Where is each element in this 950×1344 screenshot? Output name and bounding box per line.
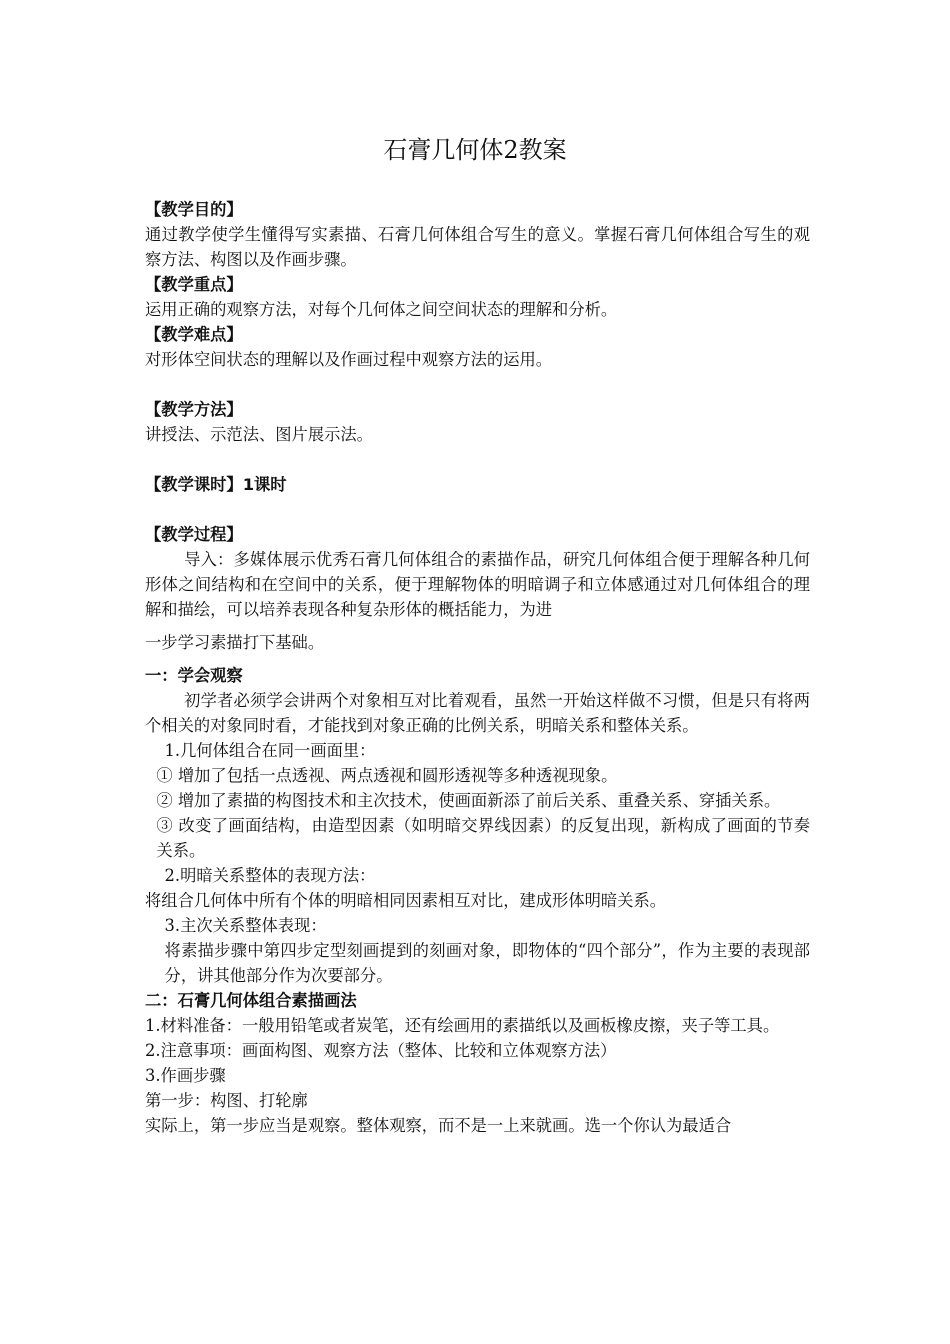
body-paragraph: 第一步：构图、打轮廓 — [145, 1091, 308, 1110]
section-heading: 【教学难点】 — [145, 325, 243, 344]
body-paragraph: 导入：多媒体展示优秀石膏几何体组合的素描作品，研究几何体组合便于理解各种几何形体之间结构和在空间中的关系，便于理解物体的明暗调子和立体感通过对几何体组合的理解和描绘，可以培养表现各种复杂形体的概括能力，为进 — [145, 550, 810, 619]
section-heading: 二：石膏几何体组合素描画法 — [145, 991, 357, 1010]
document-body — [145, 197, 810, 1138]
section-heading: 【教学课时】1课时 — [145, 475, 287, 494]
body-paragraph: 初学者必须学会讲两个对象相互对比着观看，虽然一开始这样做不习惯，但是只有将两个相关的对象同时看，才能找到对象正确的比例关系，明暗关系和整体关系。 — [145, 691, 810, 735]
paragraph-spacer — [145, 372, 810, 397]
body-paragraph: ① 增加了包括一点透视、两点透视和圆形透视等多种透视现象。 — [156, 766, 618, 785]
body-paragraph: 3.主次关系整体表现： — [164, 916, 327, 935]
paragraph-spacer — [145, 622, 810, 630]
body-paragraph: 一步学习素描打下基础。 — [145, 633, 325, 652]
body-paragraph: 对形体空间状态的理解以及作画过程中观察方法的运用。 — [145, 350, 553, 369]
paragraph-spacer — [145, 655, 810, 663]
section-heading: 【教学目的】 — [145, 200, 243, 219]
body-paragraph: 1.几何体组合在同一画面里： — [164, 741, 376, 760]
body-paragraph: ② 增加了素描的构图技术和主次技术，使画面新添了前后关系、重叠关系、穿插关系。 — [156, 791, 781, 810]
body-paragraph: 2.注意事项：画面构图、观察方法（整体、比较和立体观察方法） — [145, 1041, 617, 1060]
body-paragraph: 通过教学使学生懂得写实素描、石膏几何体组合写生的意义。掌握石膏几何体组合写生的观察方法、构图以及作画步骤。 — [145, 225, 810, 269]
section-heading: 【教学过程】 — [145, 525, 243, 544]
body-paragraph: 运用正确的观察方法，对每个几何体之间空间状态的理解和分析。 — [145, 300, 618, 319]
body-paragraph: 2.明暗关系整体的表现方法： — [164, 866, 376, 885]
body-paragraph: 讲授法、示范法、图片展示法。 — [145, 425, 373, 444]
section-heading: 一：学会观察 — [145, 666, 243, 685]
paragraph-spacer — [145, 447, 810, 472]
body-paragraph: 将素描步骤中第四步定型刻画提到的刻画对象，即物体的“四个部分”，作为主要的表现部分，讲其他部分作为次要部分。 — [164, 941, 810, 985]
document-title: 石膏几何体2教案 — [383, 136, 567, 164]
body-paragraph: 将组合几何体中所有个体的明暗相同因素相互对比，建成形体明暗关系。 — [145, 891, 667, 910]
paragraph-spacer — [145, 497, 810, 522]
body-paragraph: ③ 改变了画面结构，由造型因素（如明暗交界线因素）的反复出现，新构成了画面的节奏关系。 — [156, 816, 810, 860]
body-paragraph: 1.材料准备：一般用铅笔或者炭笔，还有绘画用的素描纸以及画板橡皮擦，夹子等工具。 — [145, 1016, 780, 1035]
section-heading: 【教学方法】 — [145, 400, 243, 419]
body-paragraph: 3.作画步骤 — [145, 1066, 226, 1085]
section-heading: 【教学重点】 — [145, 275, 243, 294]
body-paragraph: 实际上，第一步应当是观察。整体观察，而不是一上来就画。选一个你认为最适合 — [145, 1116, 732, 1135]
